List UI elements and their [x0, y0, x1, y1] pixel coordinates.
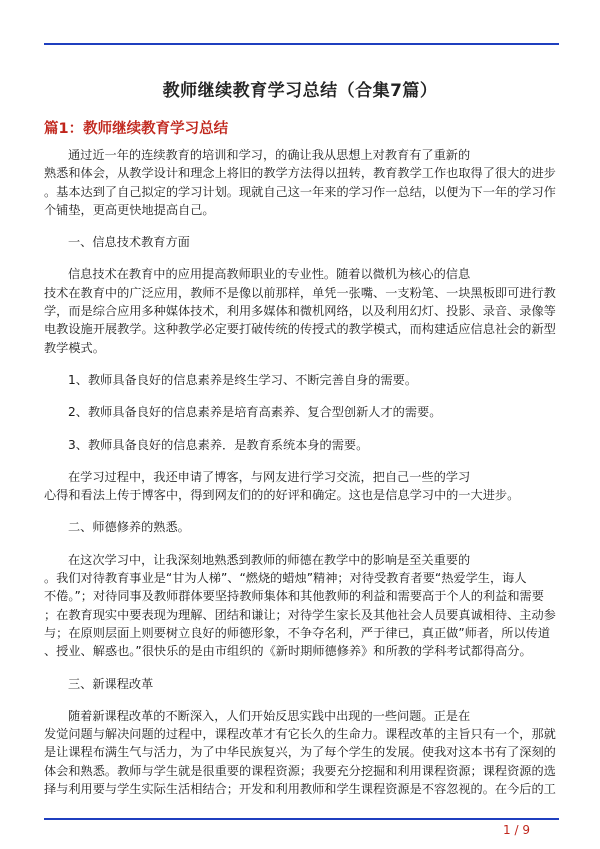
text-line: 电教设施开展教学。这种教学必定要打破传统的传授式的教学模式，而构建适应信息社会的新型 [44, 322, 556, 337]
subheading-ethics: 二、师德修养的熟悉。 [68, 520, 190, 535]
text-line: 技术在教育中的广泛应用，教师不是像以前那样，单凭一张嘴、一支粉笔、一块黑板即可进行教 [44, 285, 556, 300]
document-title: 教师继续教育学习总结（合集7篇） [162, 81, 438, 101]
text-line: 通过近一年的连续教育的培训和学习，的确让我从思想上对教育有了重新的 [68, 148, 471, 162]
page-number: 1 / 9 [503, 823, 530, 837]
text-line: 在这次学习中，让我深刻地熟悉到教师的师德在教学中的影响是至关重要的 [68, 552, 471, 567]
paragraph-ethics [44, 551, 558, 661]
section-heading: 篇1：教师继续教育学习总结 [44, 121, 229, 137]
text-line: 信息技术在教育中的应用提高教师职业的专业性。随着以微机为核心的信息 [68, 267, 471, 282]
text-line: 心得和看法上传于博客中，得到网友们的的好评和确定。这也是信息学习中的一大进步。 [44, 488, 520, 503]
text-line: 学，而是综合应用多种媒体技术，利用多媒体和微机网络，以及利用幻灯、投影、录音、录像等 [44, 304, 556, 319]
header-rule [44, 43, 559, 45]
document-body [44, 146, 558, 812]
text-line: 随着新课程改革的不断深入，人们开始反思实践中出现的一些问题。正是在 [68, 708, 471, 723]
text-line: 体会和熟悉。教师与学生就是很重要的课程资源；我要充分挖掘和利用课程资源；课程资源的选 [44, 763, 556, 778]
list-item-3: 3、教师具备良好的信息素养．是教育系统本身的需要。 [68, 437, 369, 452]
list-item-2: 2、教师具备良好的信息素养是培育高素养、复合型创新人才的需要。 [68, 405, 442, 420]
text-line: 与；在原则层面上则要树立良好的师德形象，不争夺名利，严于律已，真正做”师者，所以传道 [44, 625, 551, 640]
text-line: 教学模式。 [44, 340, 105, 355]
paragraph-curriculum-reform [44, 707, 558, 798]
paragraph-blog [44, 468, 558, 505]
text-line: ；在教育现实中要表现为理解、团结和谦让；对待学生家长及其他社会人员要真诚相待、主动参 [44, 607, 556, 622]
text-line: 是让课程布满生气与活力，为了中华民族复兴，为了每个学生的发展。使我对这本书有了深刻的 [44, 745, 556, 760]
text-line: 不倦。”；对待同事及教师群体要坚持教师集体和其他教师的利益和需要高于个人的利益和需要 [44, 589, 544, 604]
subheading-curriculum-reform: 三、新课程改革 [68, 676, 154, 691]
paragraph-it-education [44, 265, 558, 356]
text-line: 在学习过程中，我还申请了博客，与网友进行学习交流，把自己一些的学习 [68, 469, 471, 484]
subheading-it-education: 一、信息技术教育方面 [68, 235, 190, 250]
text-line: 熟悉和体会，从教学设计和理念上将旧的教学方法得以扭转，教育教学工作也取得了很大的进步 [44, 166, 556, 181]
text-line: 、授业、解惑也。”很快乐的是由市组织的《新时期师德修养》和所教的学科考试都得高分。 [44, 644, 532, 659]
text-line: 发觉问题与解决问题的过程中，课程改革才有它长久的生命力。课程改革的主旨只有一个，那就 [44, 727, 556, 742]
footer-rule [44, 818, 559, 820]
text-line: 择与利用要与学生实际生活相结合；开发和利用教师和学生课程资源是不容忽视的。在今后的工 [44, 782, 556, 797]
text-line: 个铺垫，更高更快地提高自己。 [44, 202, 215, 217]
paragraph-intro [44, 146, 558, 219]
text-line: 。基本达到了自己拟定的学习计划。现就自己这一年来的学习作一总结，以便为下一年的学习作 [44, 184, 556, 199]
text-line: 。我们对待教育事业是“甘为人梯”、“燃烧的蜡烛”精神；对待受教育者要“热爱学生，诲人 [44, 571, 527, 586]
list-item-1: 1、教师具备良好的信息素养是终生学习、不断完善自身的需要。 [68, 372, 418, 387]
